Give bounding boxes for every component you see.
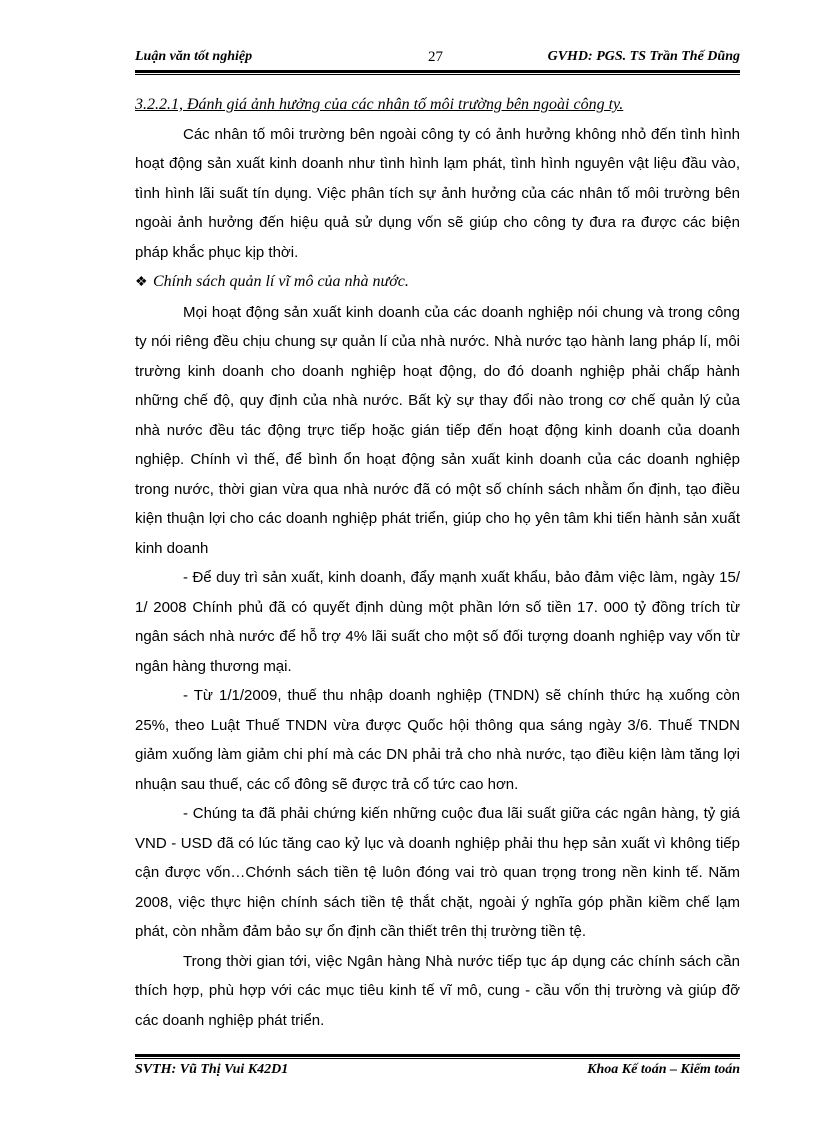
paragraph-management: Mọi hoạt động sản xuất kinh doanh của các doanh nghiệp nói chung và trong công ty nói riêng đều chịu chung sự quản lí của nhà nước. Nhà nước tạo hành lang pháp lí, môi trường kinh doanh cho doanh nghiệp hoạt động, do đó doanh nghiệp phải chấp hành những chế độ, quy định của nhà nước. Bất kỳ sự thay đổi nào trong cơ chế quản lý của nhà nước đều tác động trực tiếp hoặc gián tiếp đến hoạt động kinh doanh của doanh nghiệp. Chính vì thế, để bình ổn hoạt động sản xuất kinh doanh của các doanh nghiệp trong nước, thời gian vừa qua nhà nước đã có một số chính sách nhằm ổn định, tạo điều kiện thuận lợi cho các doanh nghiệp phát triển, giúp cho họ yên tâm khi tiến hành sản xuất kinh doanh: [135, 303, 740, 557]
page-body: [135, 90, 740, 1035]
bullet-heading-text: Chính sách quản lí vĩ mô của nhà nước.: [153, 273, 409, 290]
bullet-heading: [135, 267, 740, 298]
paragraph-corporate-tax: - Từ 1/1/2009, thuế thu nhập doanh nghiệp (TNDN) sẽ chính thức hạ xuống còn 25%, theo Luật Thuế TNDN vừa được Quốc hội thông qua sáng ngày 3/6. Thuế TNDN giảm xuống làm giảm chi phí mà các DN phải trả cho nhà nước, tạo điều kiện làm tăng lợi nhuận sau thuế, các cổ đông sẽ được trả cổ tức cao hơn.: [135, 687, 740, 793]
paragraph-monetary-policy: - Chúng ta đã phải chứng kiến những cuộc đua lãi suất giữa các ngân hàng, tỷ giá VND - USD đã có lúc tăng cao kỷ lục và doanh nghiệp phải thu hẹp sản xuất vì không tiếp cận được vốn…Chớnh sách tiền tệ luôn đóng vai trò quan trọng trong nền kinh tế. Năm 2008, việc thực hiện chính sách tiền tệ thắt chặt, ngoài ý nghĩa góp phần kiềm chế lạm phát, còn nhằm đảm bảo sự ổn định cần thiết trên thị trường tiền tệ.: [135, 805, 740, 940]
section-title: 3.2.2.1, Đánh giá ảnh hưởng của các nhân tố môi trường bên ngoài công ty.: [135, 96, 624, 113]
footer-divider: [135, 1054, 740, 1059]
diamond-bullet-icon: ❖: [135, 275, 148, 290]
footer-student: SVTH: Vũ Thị Vui K42D1: [135, 1062, 289, 1077]
page-header: [135, 49, 740, 69]
paragraph-outlook: Trong thời gian tới, việc Ngân hàng Nhà nước tiếp tục áp dụng các chính sách cần thích hợp, phù hợp với các mục tiêu kinh tế vĩ mô, cung - cầu vốn thị trường và giúp đỡ các doanh nghiệp phát triển.: [135, 952, 740, 1029]
header-advisor: GVHD: PGS. TS Trần Thế Dũng: [547, 49, 740, 64]
header-thesis-label: Luận văn tốt nghiệp: [135, 49, 253, 64]
paragraph-interest-support: - Để duy trì sản xuất, kinh doanh, đẩy mạnh xuất khẩu, bảo đảm việc làm, ngày 15/ 1/ 2008 Chính phủ đã có quyết định dùng một phần lớn số tiền 17. 000 tỷ đồng trích từ ngân sách nhà nước để hỗ trợ 4% lãi suất cho một số đối tượng doanh nghiệp vay vốn từ ngân hàng thương mại.: [135, 569, 740, 675]
page-footer: [135, 1062, 740, 1082]
header-divider: [135, 70, 740, 75]
section-intro-paragraph: Các nhân tố môi trường bên ngoài công ty có ảnh hưởng không nhỏ đến tình hình hoạt động sản xuất kinh doanh như tình hình lạm phát, tình hình nguyên vật liệu đầu vào, tình hình lãi suất tín dụng. Việc phân tích sự ảnh hưởng của các nhân tố môi trường bên ngoài ảnh hưởng đến hiệu quả sử dụng vốn sẽ giúp cho công ty đưa ra được các biện pháp khắc phục kịp thời.: [135, 125, 740, 261]
page-number: 27: [428, 49, 443, 65]
footer-department: Khoa Kế toán – Kiểm toán: [587, 1062, 740, 1077]
